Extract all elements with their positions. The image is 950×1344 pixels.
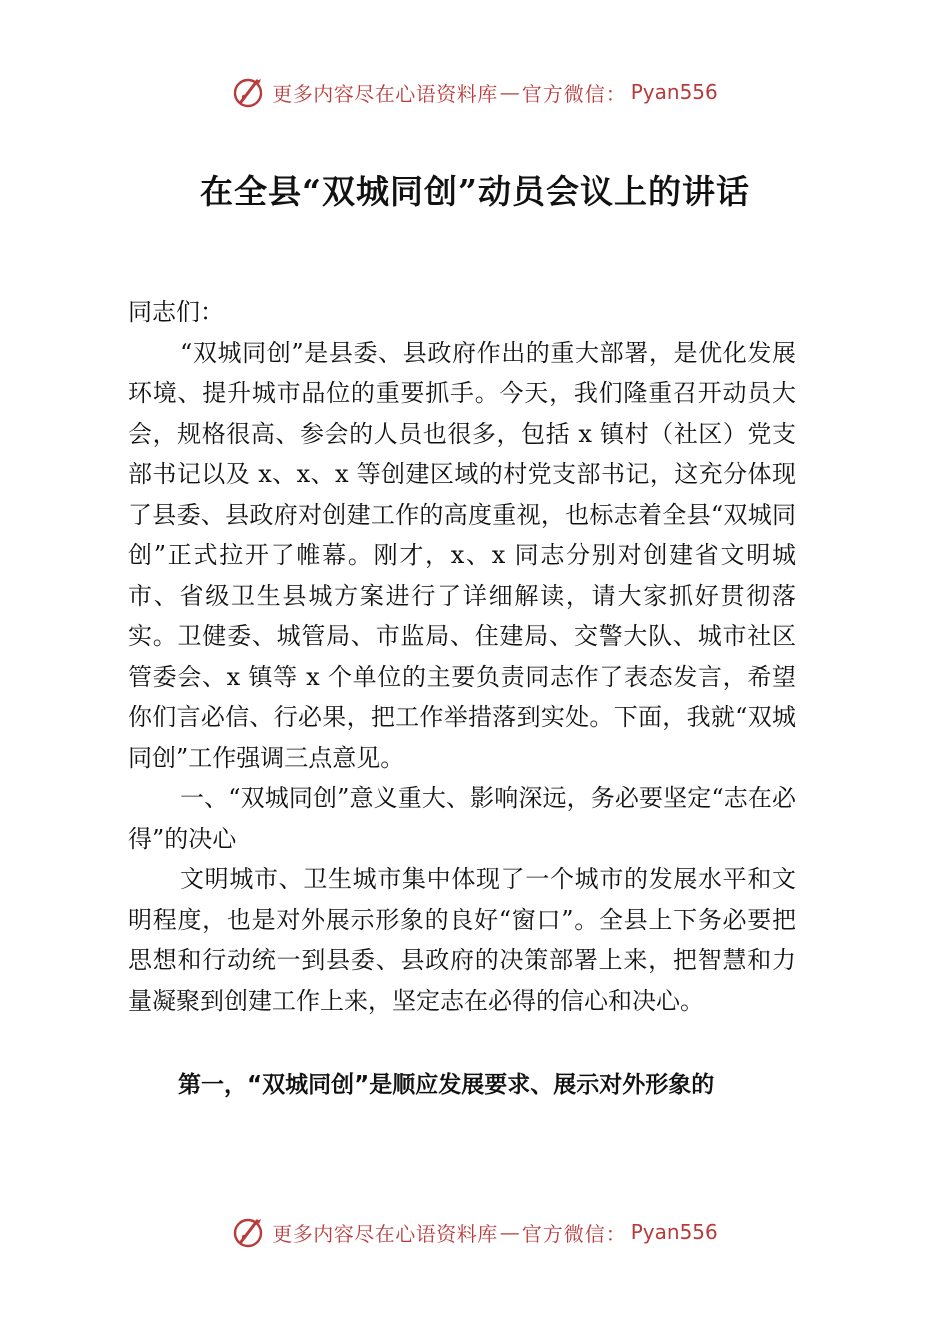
paragraph-section-1: 文明城市、卫生城市集中体现了一个城市的发展水平和文明程度，也是对外展示形象的良好“窗口”。全县上下务必要把思想和行动统一到县委、县政府的决策部署上来，把智慧和力量凝聚到创建工作上来，坚定志在必得的信心和决心。 bbox=[128, 865, 796, 1015]
document-body bbox=[128, 292, 796, 1021]
document-title: 在全县“双城同创”动员会议上的讲话 bbox=[200, 172, 750, 211]
banner-separator: — bbox=[499, 1220, 520, 1244]
subsection-heading-1: 第一，“双城同创”是顺应发展要求、展示对外形象的 bbox=[178, 1072, 715, 1098]
paragraph-intro: “双城同创”是县委、县政府作出的重大部署，是优化发展环境、提升城市品位的重要抓手。今天，我们隆重召开动员大会，规格很高、参会的人员也很多，包括 x 镇村（社区）党支部书记以及 x、x、x 等创建区域的村党支部书记，这充分体现了县委、县政府对创建工作的高度重视，也标志着全县“双城同创”正式拉开了帷幕。刚才，x、x 同志分别对创建省文明城市、省级卫生县城方案进行了详细解读，请大家抓好贯彻落实。卫健委、城管局、市监局、住建局、交警大队、城市社区管委会、x 镇等 x 个单位的主要负责同志作了表态发言，希望你们言必信、行必果，把工作举措落到实处。下面，我就“双城同创”工作强调三点意见。 bbox=[128, 338, 796, 772]
banner-separator: — bbox=[499, 80, 520, 104]
banner-wechat-label: 官方微信： bbox=[521, 81, 627, 106]
banner-wechat-id: Pyan556 bbox=[630, 80, 718, 104]
header-watermark-banner bbox=[0, 72, 950, 112]
pen-logo-icon bbox=[232, 75, 266, 109]
banner-slogan: 更多内容尽在心语资料库 bbox=[272, 81, 498, 106]
pen-logo-icon bbox=[232, 1215, 266, 1249]
section-heading-1: 一、“双城同创”意义重大、影响深远，务必要坚定“志在必得”的决心 bbox=[128, 784, 796, 853]
banner-wechat-label: 官方微信： bbox=[521, 1221, 627, 1246]
banner-wechat-id: Pyan556 bbox=[630, 1220, 718, 1244]
salutation: 同志们： bbox=[128, 298, 224, 326]
banner-slogan: 更多内容尽在心语资料库 bbox=[272, 1221, 498, 1246]
footer-watermark-banner bbox=[0, 1212, 950, 1252]
